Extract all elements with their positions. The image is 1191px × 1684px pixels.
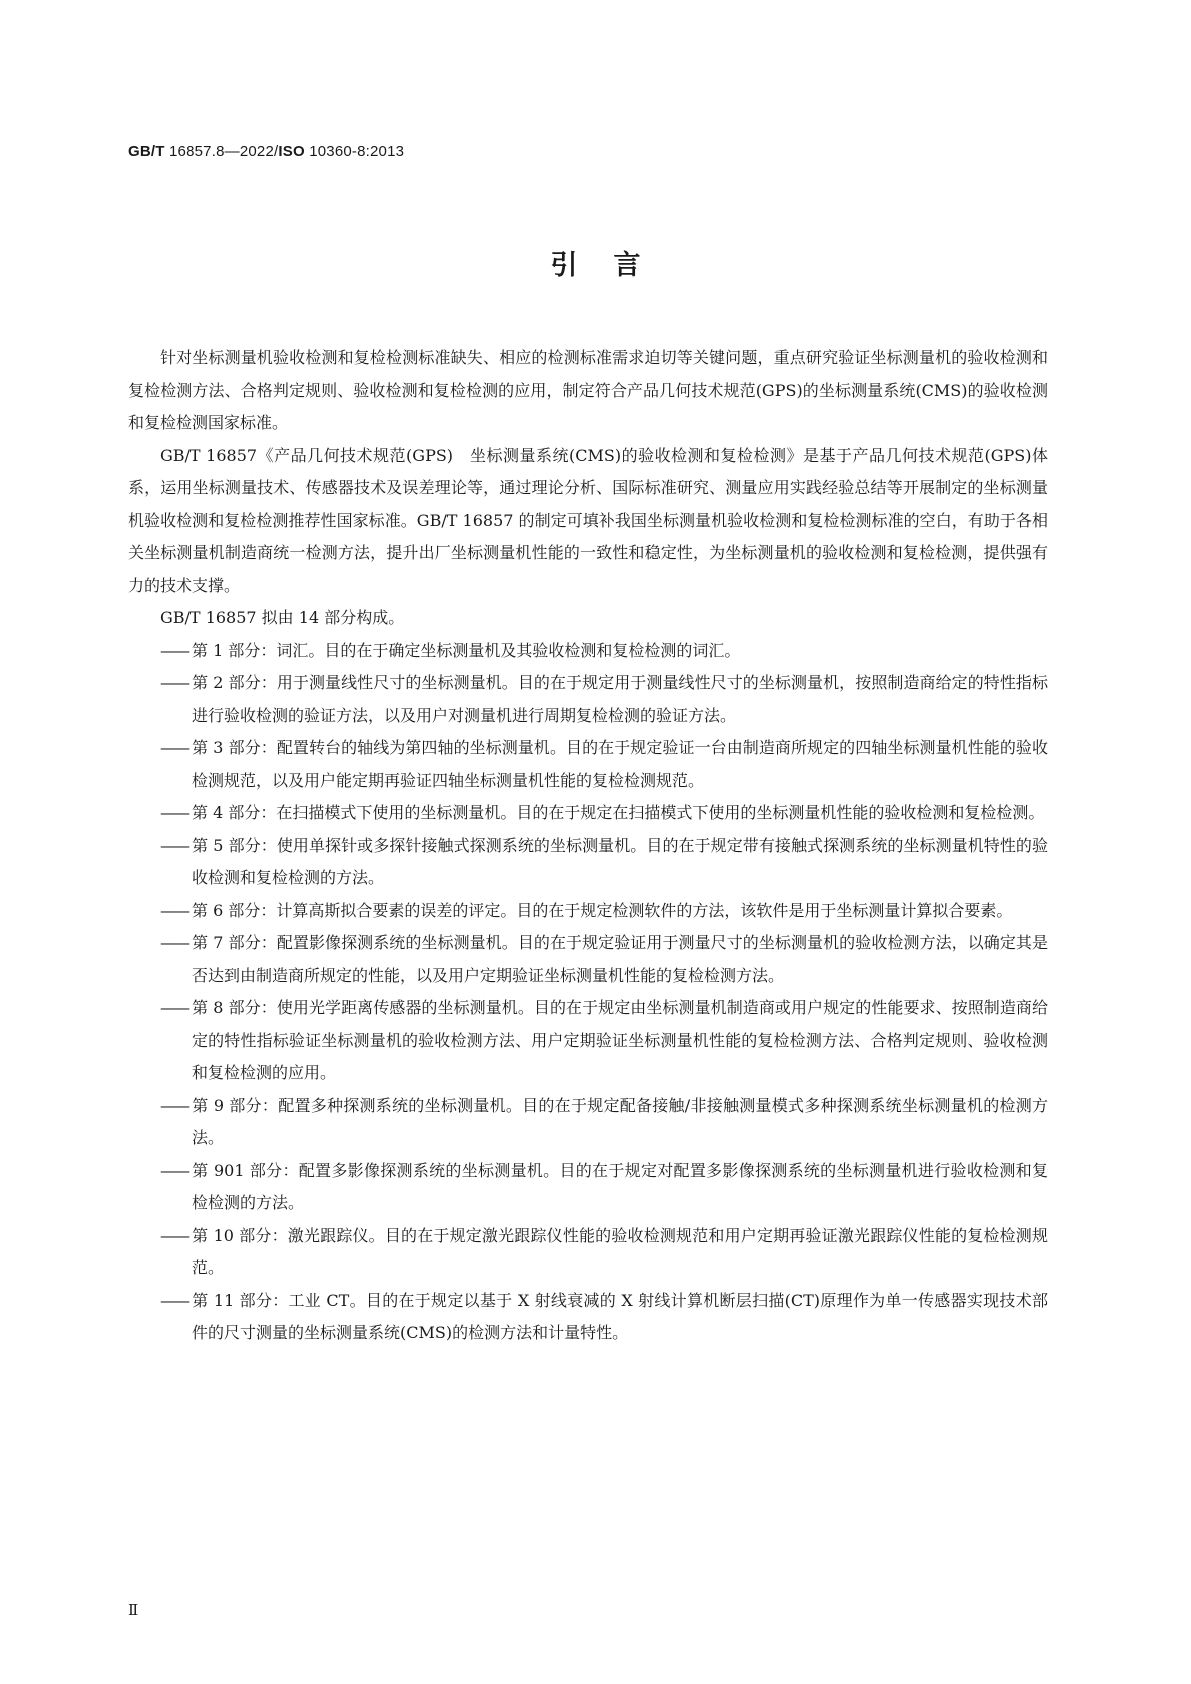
std-prefix-iso: ISO <box>278 143 305 160</box>
list-dash: —— <box>160 1225 188 1245</box>
list-item-text: 第 10 部分：激光跟踪仪。目的在于规定激光跟踪仪性能的验收检测规范和用户定期再验证激光跟踪仪性能的复检检测规范。 <box>192 1225 1048 1277</box>
paragraph-structure: GB/T 16857 拟由 14 部分构成。 <box>160 608 405 627</box>
list-dash: —— <box>160 933 188 952</box>
list-item-part-3 <box>128 732 1048 797</box>
list-dash: —— <box>160 998 188 1017</box>
list-dash: —— <box>160 803 188 822</box>
std-number-gbt: 16857.8—2022/ <box>164 143 279 160</box>
list-item-part-7 <box>128 927 1048 992</box>
list-item-text: 第 7 部分：配置影像探测系统的坐标测量机。目的在于规定验证用于测量尺寸的坐标测量机的验收检测方法，以确定其是否达到由制造商所规定的性能，以及用户定期验证坐标测量机性能的复检检测方法。 <box>192 933 1048 985</box>
list-item-part-901 <box>128 1155 1048 1220</box>
list-item-part-6 <box>128 895 1048 928</box>
paragraph-overview: GB/T 16857《产品几何技术规范(GPS) 坐标测量系统(CMS)的验收检测和复检检测》是基于产品几何技术规范(GPS)体系，运用坐标测量技术、传感器技术及误差理论等，通过理论分析、国际标准研究、测量应用实践经验总结等开展制定的坐标测量机验收检测和复检检测推荐性国家标准。GB/T 16857 的制定可填补我国坐标测量机验收检测和复检检测标准的空白，有助于各相关坐标测量机制造商统一检测方法，提升出厂坐标测量机性能的一致性和稳定性，为坐标测量机的验收检测和复检检测，提供强有力的技术支撑。 <box>128 445 1048 595</box>
std-prefix-gbt: GB/T <box>128 143 165 160</box>
list-item-part-2 <box>128 667 1048 732</box>
list-item-text: 第 2 部分：用于测量线性尺寸的坐标测量机。目的在于规定用于测量线性尺寸的坐标测量机，按照制造商给定的特性指标进行验收检测的验证方法，以及用户对测量机进行周期复检检测的验证方法。 <box>192 673 1048 725</box>
list-item-text: 第 11 部分：工业 CT。目的在于规定以基于 X 射线衰减的 X 射线计算机断层扫描(CT)原理作为单一传感器实现技术部件的尺寸测量的坐标测量系统(CMS)的检测方法和计量特性。 <box>192 1290 1048 1342</box>
list-item-text: 第 5 部分：使用单探针或多探针接触式探测系统的坐标测量机。目的在于规定带有接触式探测系统的坐标测量机特性的验收检测和复检检测的方法。 <box>192 835 1048 887</box>
list-dash: —— <box>160 835 188 855</box>
list-item-text: 第 4 部分：在扫描模式下使用的坐标测量机。目的在于规定在扫描模式下使用的坐标测量机性能的验收检测和复检检测。 <box>192 803 1045 822</box>
page-title: 引言 <box>550 250 677 281</box>
list-item-part-8 <box>128 992 1048 1090</box>
paragraph-intro: 针对坐标测量机验收检测和复检检测标准缺失、相应的检测标准需求迫切等关键问题，重点研究验证坐标测量机的验收检测和复检检测方法、合格判定规则、验收检测和复检检测的应用，制定符合产品几何技术规范(GPS)的坐标测量系统(CMS)的验收检测和复检检测国家标准。 <box>128 348 1048 432</box>
list-dash: —— <box>160 673 188 692</box>
list-dash: —— <box>160 738 188 757</box>
document-body <box>128 342 1048 1350</box>
list-item-part-9 <box>128 1090 1048 1155</box>
list-dash: —— <box>160 640 188 660</box>
list-item-part-4 <box>128 797 1048 830</box>
page-number: Ⅱ <box>128 1601 139 1619</box>
list-item-text: 第 9 部分：配置多种探测系统的坐标测量机。目的在于规定配备接触/非接触测量模式多种探测系统坐标测量机的检测方法。 <box>192 1095 1048 1147</box>
list-dash: —— <box>160 1160 188 1180</box>
list-item-text: 第 3 部分：配置转台的轴线为第四轴的坐标测量机。目的在于规定验证一台由制造商所规定的四轴坐标测量机性能的验收检测规范，以及用户能定期再验证四轴坐标测量机性能的复检检测规范。 <box>192 738 1048 790</box>
list-item-part-10 <box>128 1220 1048 1285</box>
list-dash: —— <box>160 1095 188 1115</box>
list-item-text: 第 901 部分：配置多影像探测系统的坐标测量机。目的在于规定对配置多影像探测系统的坐标测量机进行验收检测和复检检测的方法。 <box>192 1160 1048 1212</box>
list-dash: —— <box>160 1290 188 1310</box>
list-item-text: 第 6 部分：计算高斯拟合要素的误差的评定。目的在于规定检测软件的方法，该软件是用于坐标测量计算拟合要素。 <box>192 900 1013 920</box>
list-item-part-5 <box>128 830 1048 895</box>
list-item-text: 第 8 部分：使用光学距离传感器的坐标测量机。目的在于规定由坐标测量机制造商或用户规定的性能要求、按照制造商给定的特性指标验证坐标测量机的验收检测方法、用户定期验证坐标测量机性能的复检检测方法、合格判定规则、验收检测和复检检测的应用。 <box>192 998 1048 1082</box>
list-item-part-1 <box>128 635 1048 668</box>
standard-number-header <box>128 143 404 160</box>
list-item-text: 第 1 部分：词汇。目的在于确定坐标测量机及其验收检测和复检检测的词汇。 <box>192 640 741 660</box>
list-item-part-11 <box>128 1285 1048 1350</box>
std-number-iso: 10360-8:2013 <box>304 143 405 160</box>
list-dash: —— <box>160 900 188 920</box>
